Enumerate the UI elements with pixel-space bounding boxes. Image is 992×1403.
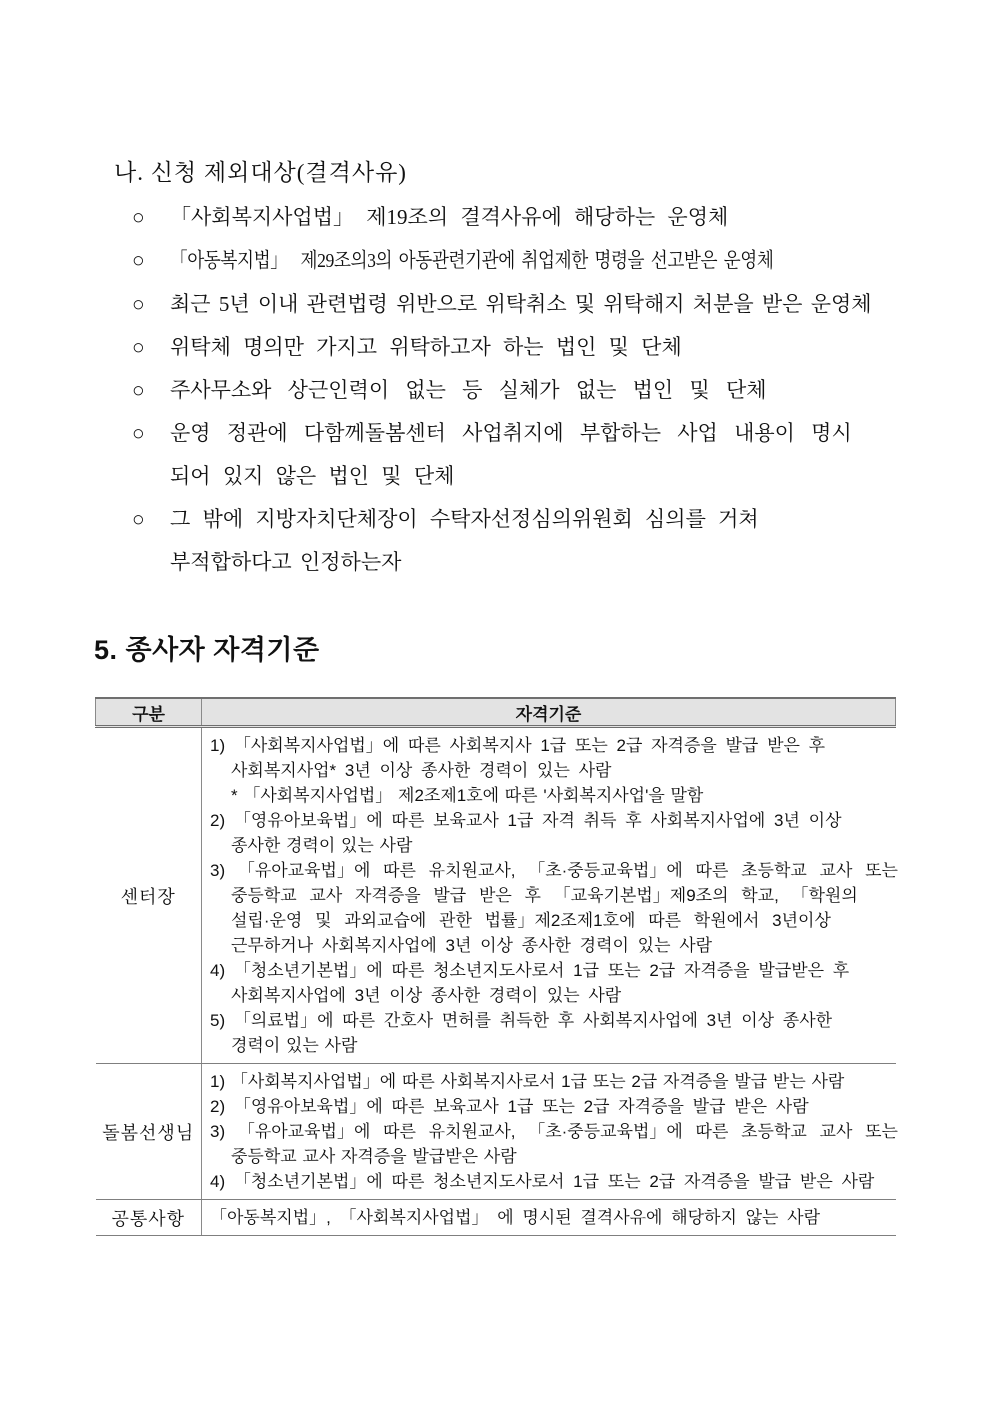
criteria-line: 1) 「사회복지사업법」에 따른 사회복지사 1급 또는 2급 자격증을 발급 받은 후 — [210, 736, 826, 755]
row-criteria-cell — [202, 727, 896, 1064]
criteria-line: 「아동복지법」, 「사회복지사업법」 에 명시된 결격사유에 해당하지 않는 사람 — [210, 1208, 821, 1227]
row-criteria-cell — [202, 1200, 896, 1236]
criteria-line: 2) 「영유아보육법」에 따른 보육교사 1급 자격 취득 후 사회복지사업에 3년 이상 — [210, 811, 842, 830]
circle-bullet-icon: ○ — [132, 292, 145, 316]
table-row — [96, 1200, 896, 1236]
criteria-line: 사회복지사업에 3년 이상 종사한 경력이 있는 사람 — [231, 986, 622, 1005]
criteria-line: 사회복지사업* 3년 이상 종사한 경력이 있는 사람 — [231, 761, 612, 780]
exclusion-section — [114, 158, 924, 188]
criteria-line: 3) 「유아교육법」에 따른 유치원교사, 「초·중등교육법」에 따른 초등학교 교사 또는 — [210, 1122, 898, 1141]
row-category-label: 공통사항 — [96, 1200, 202, 1236]
bullet-text: 최근 5년 이내 관련법령 위반으로 위탁취소 및 위탁해지 처분을 받은 운영체 — [170, 292, 872, 316]
qualification-heading: 5. 종사자 자격기준 — [94, 635, 320, 665]
bullet-text: 위탁체 명의만 가지고 위탁하고자 하는 법인 및 단체 — [170, 335, 682, 359]
exclusion-heading: 나. 신청 제외대상(결격사유) — [114, 160, 407, 185]
circle-bullet-icon: ○ — [132, 335, 145, 359]
criteria-line: 중등학교 교사 자격증을 발급 받은 후 「교육기본법」제9조의 학교, 「학원의 — [231, 886, 858, 905]
exclusion-bullet-list — [132, 196, 932, 584]
criteria-line: 중등학교 교사 자격증을 발급받은 사람 — [231, 1147, 517, 1166]
table-row — [96, 727, 896, 1064]
bullet-text: 주사무소와 상근인력이 없는 등 실체가 없는 법인 및 단체 — [170, 378, 767, 402]
list-item — [132, 239, 932, 283]
criteria-line: 근무하거나 사회복지사업에 3년 이상 종사한 경력이 있는 사람 — [231, 936, 713, 955]
circle-bullet-icon: ○ — [132, 205, 145, 229]
circle-bullet-icon: ○ — [132, 507, 145, 531]
criteria-line: 설립·운영 및 과외교습에 관한 법률」제2조제1호에 따른 학원에서 3년이상 — [231, 911, 831, 930]
circle-bullet-icon: ○ — [132, 248, 145, 272]
bullet-text: 「사회복지사업법」 제19조의 결격사유에 해당하는 운영체 — [170, 205, 729, 229]
bullet-text: 그 밖에 지방자치단체장이 수탁자선정심의위원회 심의를 거쳐 — [170, 507, 759, 531]
circle-bullet-icon: ○ — [132, 378, 145, 402]
circle-bullet-icon: ○ — [132, 421, 145, 445]
bullet-text-continued: 부적합하다고 인정하는자 — [170, 550, 402, 574]
table-row — [96, 1064, 896, 1200]
list-item — [132, 369, 932, 412]
criteria-line: 경력이 있는 사람 — [231, 1036, 358, 1055]
list-item — [132, 326, 932, 369]
row-category-label: 돌봄선생님 — [96, 1064, 202, 1200]
criteria-line: 4) 「청소년기본법」에 따른 청소년지도사로서 1급 또는 2급 자격증을 발급 받은 사람 — [210, 1172, 875, 1191]
list-item — [132, 412, 932, 498]
criteria-line: 3) 「유아교육법」에 따른 유치원교사, 「초·중등교육법」에 따른 초등학교 교사 또는 — [210, 861, 898, 880]
list-item — [132, 196, 932, 239]
list-item — [132, 283, 932, 326]
criteria-line: 5) 「의료법」에 따른 간호사 면허를 취득한 후 사회복지사업에 3년 이상 종사한 — [210, 1011, 833, 1030]
criteria-line: 4) 「청소년기본법」에 따른 청소년지도사로서 1급 또는 2급 자격증을 발급받은 후 — [210, 961, 850, 980]
table-header-category: 구분 — [96, 698, 202, 727]
table-header-criteria: 자격기준 — [202, 698, 896, 727]
criteria-line: 종사한 경력이 있는 사람 — [231, 836, 413, 855]
list-item — [132, 498, 932, 584]
table-header-row — [96, 698, 896, 727]
row-category-label: 센터장 — [96, 727, 202, 1064]
bullet-text: 「아동복지법」 제29조의3의 아동관련기관에 취업제한 명령을 선고받은 운영체 — [170, 250, 774, 272]
bullet-text: 운영 정관에 다함께돌봄센터 사업취지에 부합하는 사업 내용이 명시 — [170, 421, 852, 445]
criteria-line: 1) 「사회복지사업법」에 따른 사회복지사로서 1급 또는 2급 자격증을 발급 받는 사람 — [210, 1072, 845, 1091]
criteria-line: * 「사회복지사업법」 제2조제1호에 따른 '사회복지사업'을 말함 — [231, 786, 704, 805]
bullet-text-continued: 되어 있지 않은 법인 및 단체 — [170, 464, 455, 488]
qualification-table — [95, 697, 896, 1236]
row-criteria-cell — [202, 1064, 896, 1200]
criteria-line: 2) 「영유아보육법」에 따른 보육교사 1급 또는 2급 자격증을 발급 받은 사람 — [210, 1097, 809, 1116]
